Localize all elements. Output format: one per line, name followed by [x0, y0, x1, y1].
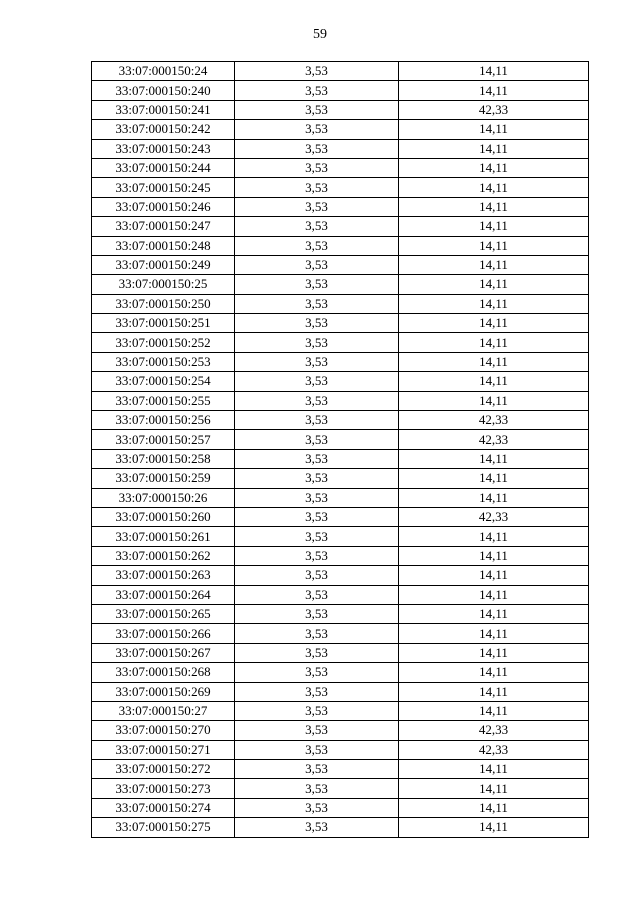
cadastral-number-cell: 33:07:000150:274 — [92, 798, 235, 817]
value-b-cell: 42,33 — [399, 740, 589, 759]
value-b-cell: 14,11 — [399, 217, 589, 236]
table-row — [92, 701, 589, 720]
value-b-cell: 14,11 — [399, 178, 589, 197]
table-row — [92, 643, 589, 662]
cadastral-number-cell: 33:07:000150:251 — [92, 314, 235, 333]
table-row — [92, 546, 589, 565]
cadastral-number-cell: 33:07:000150:257 — [92, 430, 235, 449]
value-b-cell: 14,11 — [399, 139, 589, 158]
page-number: 59 — [313, 27, 327, 42]
value-b-cell: 42,33 — [399, 100, 589, 119]
table-row — [92, 178, 589, 197]
table-row — [92, 81, 589, 100]
value-a-cell: 3,53 — [235, 236, 399, 255]
value-b-cell: 14,11 — [399, 275, 589, 294]
value-a-cell: 3,53 — [235, 217, 399, 236]
value-b-cell: 14,11 — [399, 449, 589, 468]
value-a-cell: 3,53 — [235, 411, 399, 430]
value-b-cell: 14,11 — [399, 779, 589, 798]
table-row — [92, 740, 589, 759]
value-b-cell: 14,11 — [399, 682, 589, 701]
cadastral-number-cell: 33:07:000150:248 — [92, 236, 235, 255]
value-b-cell: 14,11 — [399, 798, 589, 817]
cadastral-number-cell: 33:07:000150:271 — [92, 740, 235, 759]
value-a-cell: 3,53 — [235, 62, 399, 81]
table-row — [92, 721, 589, 740]
value-a-cell: 3,53 — [235, 372, 399, 391]
cadastral-number-cell: 33:07:000150:255 — [92, 391, 235, 410]
cadastral-number-cell: 33:07:000150:272 — [92, 760, 235, 779]
value-a-cell: 3,53 — [235, 585, 399, 604]
value-b-cell: 14,11 — [399, 663, 589, 682]
value-a-cell: 3,53 — [235, 721, 399, 740]
cadastral-number-cell: 33:07:000150:275 — [92, 818, 235, 837]
cadastral-number-cell: 33:07:000150:246 — [92, 197, 235, 216]
cadastral-number-cell: 33:07:000150:243 — [92, 139, 235, 158]
table-row — [92, 527, 589, 546]
value-b-cell: 42,33 — [399, 430, 589, 449]
value-b-cell: 14,11 — [399, 255, 589, 274]
value-a-cell: 3,53 — [235, 818, 399, 837]
value-a-cell: 3,53 — [235, 81, 399, 100]
value-a-cell: 3,53 — [235, 158, 399, 177]
value-a-cell: 3,53 — [235, 507, 399, 526]
cadastral-number-cell: 33:07:000150:250 — [92, 294, 235, 313]
value-a-cell: 3,53 — [235, 449, 399, 468]
cadastral-number-cell: 33:07:000150:266 — [92, 624, 235, 643]
value-b-cell: 14,11 — [399, 624, 589, 643]
value-a-cell: 3,53 — [235, 120, 399, 139]
table-row — [92, 100, 589, 119]
cadastral-number-cell: 33:07:000150:242 — [92, 120, 235, 139]
cadastre-table — [91, 61, 589, 838]
table-row — [92, 818, 589, 837]
cadastral-number-cell: 33:07:000150:264 — [92, 585, 235, 604]
table-row — [92, 217, 589, 236]
value-b-cell: 14,11 — [399, 314, 589, 333]
value-a-cell: 3,53 — [235, 139, 399, 158]
value-b-cell: 14,11 — [399, 372, 589, 391]
value-a-cell: 3,53 — [235, 100, 399, 119]
table-row — [92, 663, 589, 682]
value-b-cell: 42,33 — [399, 507, 589, 526]
cadastral-number-cell: 33:07:000150:241 — [92, 100, 235, 119]
value-b-cell: 14,11 — [399, 585, 589, 604]
value-b-cell: 14,11 — [399, 527, 589, 546]
table-row — [92, 352, 589, 371]
cadastral-number-cell: 33:07:000150:24 — [92, 62, 235, 81]
value-a-cell: 3,53 — [235, 779, 399, 798]
value-a-cell: 3,53 — [235, 604, 399, 623]
table-row — [92, 120, 589, 139]
table-row — [92, 779, 589, 798]
cadastral-number-cell: 33:07:000150:252 — [92, 333, 235, 352]
cadastral-number-cell: 33:07:000150:258 — [92, 449, 235, 468]
value-b-cell: 14,11 — [399, 81, 589, 100]
cadastral-number-cell: 33:07:000150:273 — [92, 779, 235, 798]
value-b-cell: 14,11 — [399, 352, 589, 371]
table-row — [92, 469, 589, 488]
cadastral-number-cell: 33:07:000150:260 — [92, 507, 235, 526]
value-a-cell: 3,53 — [235, 333, 399, 352]
table-row — [92, 411, 589, 430]
table-row — [92, 449, 589, 468]
table-row — [92, 275, 589, 294]
cadastral-number-cell: 33:07:000150:249 — [92, 255, 235, 274]
value-a-cell: 3,53 — [235, 527, 399, 546]
cadastral-number-cell: 33:07:000150:25 — [92, 275, 235, 294]
table-row — [92, 372, 589, 391]
value-b-cell: 14,11 — [399, 701, 589, 720]
value-a-cell: 3,53 — [235, 643, 399, 662]
value-a-cell: 3,53 — [235, 546, 399, 565]
table-row — [92, 760, 589, 779]
value-a-cell: 3,53 — [235, 294, 399, 313]
value-a-cell: 3,53 — [235, 663, 399, 682]
value-b-cell: 42,33 — [399, 411, 589, 430]
value-b-cell: 14,11 — [399, 62, 589, 81]
value-a-cell: 3,53 — [235, 682, 399, 701]
value-b-cell: 14,11 — [399, 604, 589, 623]
value-a-cell: 3,53 — [235, 760, 399, 779]
value-a-cell: 3,53 — [235, 566, 399, 585]
table-row — [92, 604, 589, 623]
table-row — [92, 62, 589, 81]
table-row — [92, 430, 589, 449]
cadastral-number-cell: 33:07:000150:256 — [92, 411, 235, 430]
cadastral-number-cell: 33:07:000150:253 — [92, 352, 235, 371]
table-row — [92, 507, 589, 526]
table-row — [92, 488, 589, 507]
cadastral-number-cell: 33:07:000150:269 — [92, 682, 235, 701]
value-b-cell: 14,11 — [399, 236, 589, 255]
value-a-cell: 3,53 — [235, 624, 399, 643]
table-row — [92, 333, 589, 352]
value-b-cell: 14,11 — [399, 120, 589, 139]
table-row — [92, 294, 589, 313]
value-b-cell: 14,11 — [399, 643, 589, 662]
table-row — [92, 197, 589, 216]
cadastral-number-cell: 33:07:000150:261 — [92, 527, 235, 546]
cadastral-number-cell: 33:07:000150:263 — [92, 566, 235, 585]
value-a-cell: 3,53 — [235, 275, 399, 294]
cadastral-number-cell: 33:07:000150:265 — [92, 604, 235, 623]
value-b-cell: 14,11 — [399, 818, 589, 837]
table-row — [92, 585, 589, 604]
table-row — [92, 314, 589, 333]
cadastral-number-cell: 33:07:000150:244 — [92, 158, 235, 177]
cadastral-number-cell: 33:07:000150:27 — [92, 701, 235, 720]
cadastral-number-cell: 33:07:000150:267 — [92, 643, 235, 662]
cadastral-number-cell: 33:07:000150:240 — [92, 81, 235, 100]
value-b-cell: 14,11 — [399, 760, 589, 779]
value-a-cell: 3,53 — [235, 352, 399, 371]
cadastral-number-cell: 33:07:000150:262 — [92, 546, 235, 565]
cadastral-number-cell: 33:07:000150:270 — [92, 721, 235, 740]
table-row — [92, 158, 589, 177]
table-row — [92, 139, 589, 158]
value-a-cell: 3,53 — [235, 740, 399, 759]
value-a-cell: 3,53 — [235, 488, 399, 507]
value-a-cell: 3,53 — [235, 314, 399, 333]
table-row — [92, 391, 589, 410]
cadastral-number-cell: 33:07:000150:245 — [92, 178, 235, 197]
value-a-cell: 3,53 — [235, 469, 399, 488]
value-b-cell: 14,11 — [399, 294, 589, 313]
value-b-cell: 14,11 — [399, 391, 589, 410]
value-b-cell: 42,33 — [399, 721, 589, 740]
cadastral-number-cell: 33:07:000150:254 — [92, 372, 235, 391]
value-a-cell: 3,53 — [235, 255, 399, 274]
cadastral-number-cell: 33:07:000150:247 — [92, 217, 235, 236]
value-b-cell: 14,11 — [399, 566, 589, 585]
value-b-cell: 14,11 — [399, 158, 589, 177]
value-a-cell: 3,53 — [235, 798, 399, 817]
table-row — [92, 236, 589, 255]
table-row — [92, 255, 589, 274]
cadastral-number-cell: 33:07:000150:26 — [92, 488, 235, 507]
value-a-cell: 3,53 — [235, 391, 399, 410]
value-a-cell: 3,53 — [235, 701, 399, 720]
table-row — [92, 798, 589, 817]
table-body — [92, 62, 589, 838]
cadastral-number-cell: 33:07:000150:259 — [92, 469, 235, 488]
value-b-cell: 14,11 — [399, 469, 589, 488]
table-row — [92, 682, 589, 701]
value-b-cell: 14,11 — [399, 546, 589, 565]
value-b-cell: 14,11 — [399, 333, 589, 352]
value-a-cell: 3,53 — [235, 430, 399, 449]
value-a-cell: 3,53 — [235, 197, 399, 216]
cadastral-number-cell: 33:07:000150:268 — [92, 663, 235, 682]
table-row — [92, 624, 589, 643]
table-row — [92, 566, 589, 585]
value-a-cell: 3,53 — [235, 178, 399, 197]
value-b-cell: 14,11 — [399, 488, 589, 507]
value-b-cell: 14,11 — [399, 197, 589, 216]
